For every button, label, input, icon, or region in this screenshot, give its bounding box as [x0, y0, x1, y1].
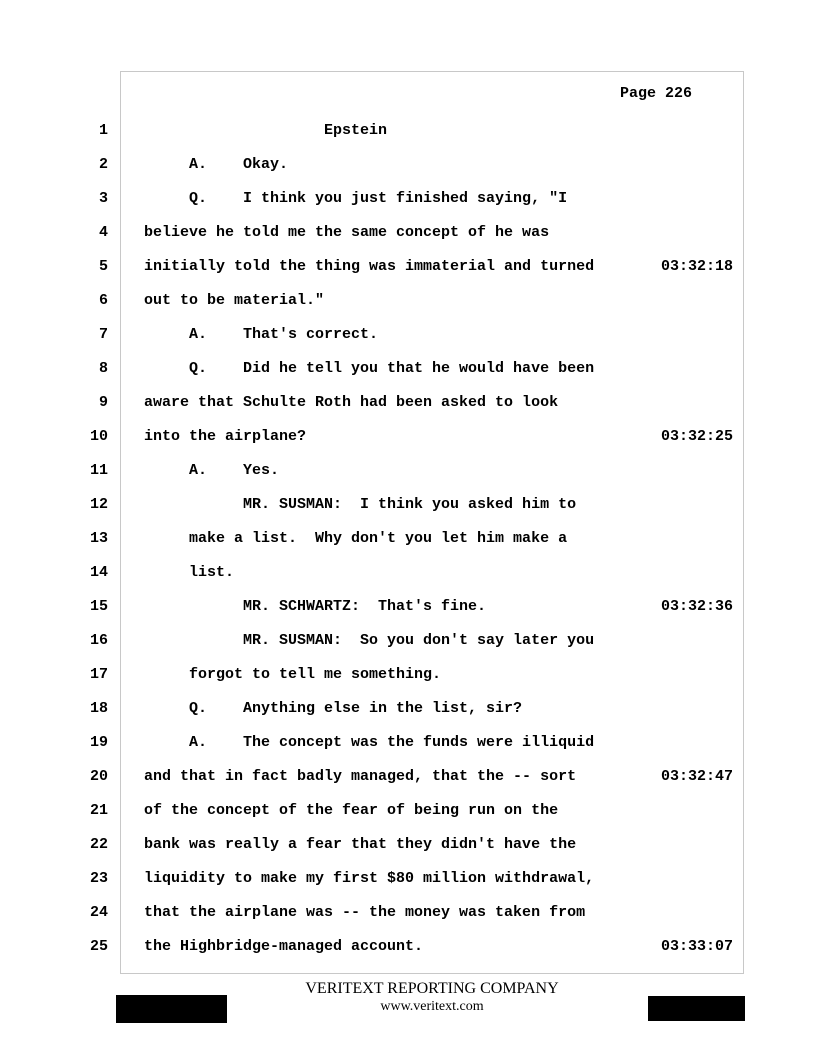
transcript-line — [0, 598, 816, 616]
line-number: 9 — [98, 394, 108, 411]
transcript-line — [0, 292, 816, 310]
line-number: 10 — [89, 428, 108, 445]
line-number: 14 — [89, 564, 108, 581]
line-text: A. Yes. — [144, 462, 280, 479]
transcript-line — [0, 870, 816, 888]
line-text: into the airplane? — [144, 428, 307, 445]
line-number: 8 — [98, 360, 108, 377]
line-number: 3 — [98, 190, 108, 207]
footer-company: VERITEXT REPORTING COMPANY — [305, 980, 559, 997]
transcript-line — [0, 428, 816, 446]
line-text: list. — [144, 564, 235, 581]
timestamp: 03:33:07 — [661, 938, 734, 955]
line-text: MR. SCHWARTZ: That's fine. — [144, 598, 487, 615]
line-text: A. That's correct. — [144, 326, 379, 343]
transcript-line — [0, 224, 816, 242]
transcript-line — [0, 156, 816, 174]
transcript-line — [0, 564, 816, 582]
line-number: 19 — [89, 734, 108, 751]
transcript-line — [0, 530, 816, 548]
transcript-line — [0, 258, 816, 276]
line-number: 22 — [89, 836, 108, 853]
line-number: 24 — [89, 904, 108, 921]
transcript-line — [0, 836, 816, 854]
line-number: 17 — [89, 666, 108, 683]
line-number: 15 — [89, 598, 108, 615]
transcript-line — [0, 632, 816, 650]
timestamp: 03:32:18 — [661, 258, 734, 275]
line-number: 5 — [98, 258, 108, 275]
line-number: 13 — [89, 530, 108, 547]
line-text: make a list. Why don't you let him make a — [144, 530, 568, 547]
line-number: 11 — [89, 462, 108, 479]
timestamp: 03:32:25 — [661, 428, 734, 445]
line-text: A. Okay. — [144, 156, 289, 173]
line-text: forgot to tell me something. — [144, 666, 442, 683]
transcript-line — [0, 802, 816, 820]
transcript-line — [0, 122, 816, 140]
transcript-line — [0, 938, 816, 956]
timestamp: 03:32:47 — [661, 768, 734, 785]
line-text: MR. SUSMAN: I think you asked him to — [144, 496, 577, 513]
transcript-line — [0, 666, 816, 684]
line-text: of the concept of the fear of being run on the — [144, 802, 559, 819]
line-number: 20 — [89, 768, 108, 785]
line-number: 23 — [89, 870, 108, 887]
line-text: believe he told me the same concept of he was — [144, 224, 550, 241]
transcript-line — [0, 394, 816, 412]
line-number: 1 — [98, 122, 108, 139]
redaction-right — [648, 996, 745, 1021]
line-text: MR. SUSMAN: So you don't say later you — [144, 632, 595, 649]
line-number: 25 — [89, 938, 108, 955]
line-text: liquidity to make my first $80 million withdrawal, — [144, 870, 595, 887]
transcript-line — [0, 904, 816, 922]
line-number: 16 — [89, 632, 108, 649]
transcript-line — [0, 360, 816, 378]
line-text: initially told the thing was immaterial and turned — [144, 258, 595, 275]
line-number: 12 — [89, 496, 108, 513]
transcript-line — [0, 734, 816, 752]
line-number: 21 — [89, 802, 108, 819]
line-number: 6 — [98, 292, 108, 309]
transcript-line — [0, 768, 816, 786]
transcript-line — [0, 190, 816, 208]
line-number: 18 — [89, 700, 108, 717]
line-text: the Highbridge-managed account. — [144, 938, 424, 955]
transcript-line — [0, 326, 816, 344]
line-text: that the airplane was -- the money was taken from — [144, 904, 586, 921]
transcript-line — [0, 462, 816, 480]
line-number: 7 — [98, 326, 108, 343]
line-text: aware that Schulte Roth had been asked to look — [144, 394, 559, 411]
line-text: Q. Did he tell you that he would have been — [144, 360, 595, 377]
page-number: Page 226 — [620, 85, 693, 102]
line-text: Q. Anything else in the list, sir? — [144, 700, 523, 717]
line-number: 2 — [98, 156, 108, 173]
footer-url: www.veritext.com — [380, 999, 484, 1014]
line-text: and that in fact badly managed, that the -- sort — [144, 768, 577, 785]
line-text: A. The concept was the funds were illiquid — [144, 734, 595, 751]
transcript-line — [0, 700, 816, 718]
redaction-left — [116, 995, 227, 1023]
line-number: 4 — [98, 224, 108, 241]
line-text: Epstein — [144, 122, 388, 139]
transcript-line — [0, 496, 816, 514]
line-text: bank was really a fear that they didn't have the — [144, 836, 577, 853]
timestamp: 03:32:36 — [661, 598, 734, 615]
line-text: Q. I think you just finished saying, "I — [144, 190, 568, 207]
line-text: out to be material." — [144, 292, 325, 309]
